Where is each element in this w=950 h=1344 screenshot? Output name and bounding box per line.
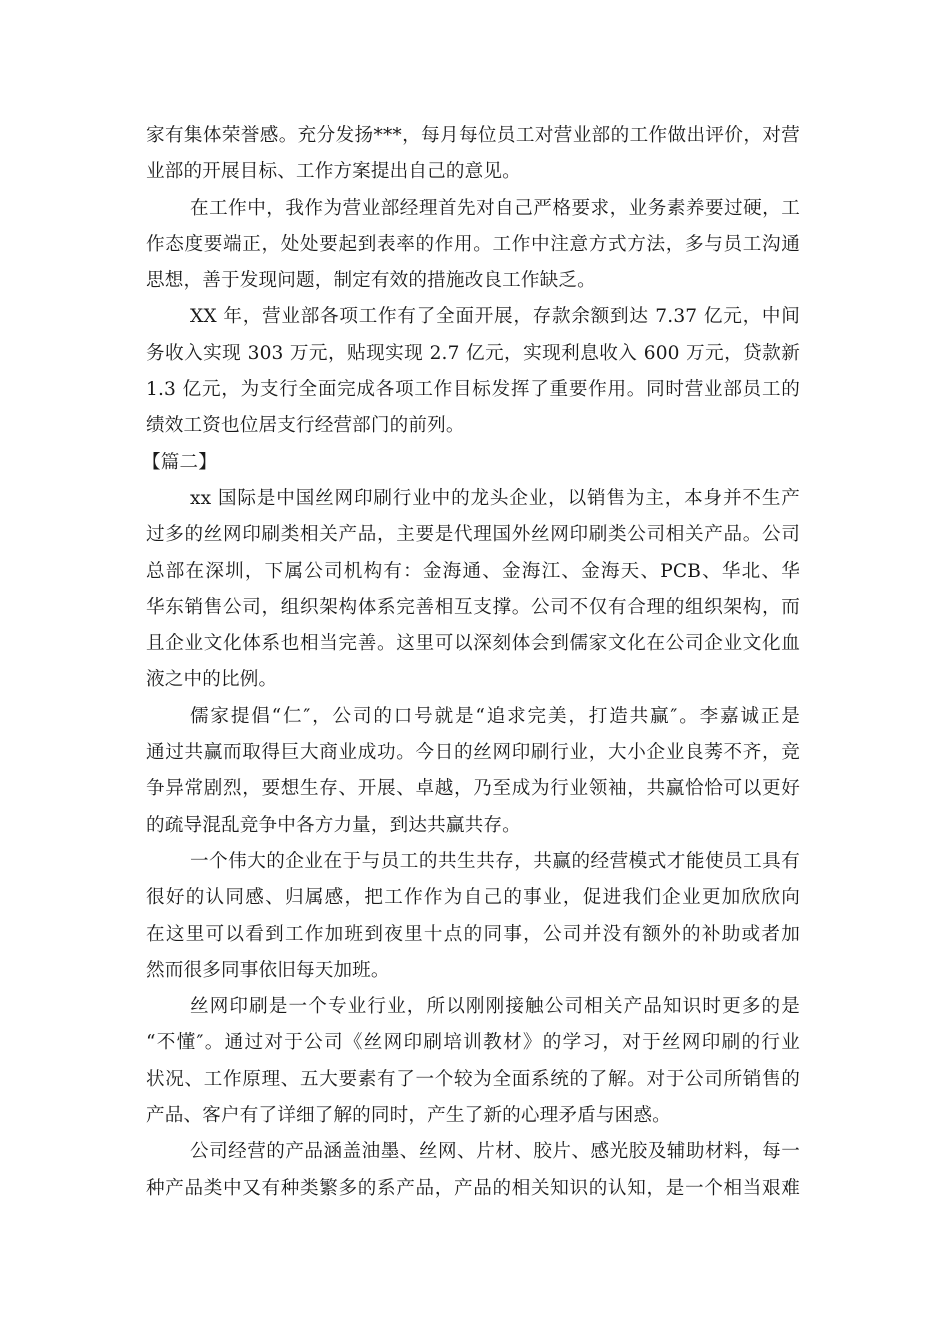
text-line: 绩效工资也位居支行经营部门的前列。 bbox=[146, 415, 465, 437]
text-line: 争异常剧烈，要想生存、开展、卓越，乃至成为行业领袖，共赢恰恰可以更好 bbox=[146, 778, 800, 800]
text-line: 家有集体荣誉感。充分发扬***，每月每位员工对营业部的工作做出评价，对营 bbox=[146, 125, 800, 146]
document-body bbox=[142, 118, 800, 1207]
text-line: 且企业文化体系也相当完善。这里可以深刻体会到儒家文化在公司企业文化血 bbox=[146, 633, 800, 655]
text-line: 种产品类中又有种类繁多的系产品，产品的相关知识的认知，是一个相当艰难 bbox=[146, 1177, 800, 1199]
section-heading: 【篇二】 bbox=[142, 451, 217, 473]
text-line: 液之中的比例。 bbox=[146, 669, 278, 691]
text-line: 思想，善于发现问题，制定有效的措施改良工作缺乏。 bbox=[146, 270, 596, 292]
text-line: 儒家提倡“仁″，公司的口号就是“追求完美，打造共赢″。李嘉诚正是 bbox=[190, 705, 800, 727]
text-line: xx 国际是中国丝网印刷行业中的龙头企业，以销售为主，本身并不生产 bbox=[190, 487, 800, 509]
text-line: XX 年，营业部各项工作有了全面开展，存款余额到达 7.37 亿元，中间 bbox=[190, 306, 800, 328]
text-line: 总部在深圳，下属公司机构有：金海通、金海江、金海天、PCB、华北、华 bbox=[146, 560, 800, 582]
text-line: 华东销售公司，组织架构体系完善相互支撑。公司不仅有合理的组织架构，而 bbox=[146, 596, 800, 618]
text-line: 业部的开展目标、工作方案提出自己的意见。 bbox=[146, 161, 521, 183]
text-line: 一个伟大的企业在于与员工的共生共存，共赢的经营模式才能使员工具有 bbox=[190, 850, 800, 872]
text-line: 过多的丝网印刷类相关产品，主要是代理国外丝网印刷类公司相关产品。公司 bbox=[146, 524, 800, 546]
text-line: 在工作中，我作为营业部经理首先对自己严格要求，业务素养要过硬，工 bbox=[190, 197, 800, 219]
text-line: 1.3 亿元，为支行全面完成各项工作目标发挥了重要作用。同时营业部员工的 bbox=[146, 379, 800, 401]
text-line: 在这里可以看到工作加班到夜里十点的同事，公司并没有额外的补助或者加 bbox=[146, 923, 800, 945]
text-line: 很好的认同感、归属感，把工作作为自己的事业，促进我们企业更加欣欣向 bbox=[146, 887, 800, 909]
text-line: 丝网印刷是一个专业行业，所以刚刚接触公司相关产品知识时更多的是 bbox=[190, 996, 800, 1018]
text-line: “不懂″。通过对于公司《丝网印刷培训教材》的学习，对于丝网印刷的行业 bbox=[146, 1032, 800, 1054]
text-line: 务收入实现 303 万元，贴现实现 2.7 亿元，实现利息收入 600 万元，贷款新 bbox=[146, 342, 800, 364]
text-line: 作态度要端正，处处要起到表率的作用。工作中注意方式方法，多与员工沟通 bbox=[146, 233, 800, 255]
text-line: 然而很多同事依旧每天加班。 bbox=[146, 959, 390, 981]
text-line: 公司经营的产品涵盖油墨、丝网、片材、胶片、感光胶及辅助材料，每一 bbox=[190, 1141, 800, 1163]
text-line: 状况、工作原理、五大要素有了一个较为全面系统的了解。对于公司所销售的 bbox=[146, 1068, 800, 1090]
text-line: 的疏导混乱竞争中各方力量，到达共赢共存。 bbox=[146, 814, 521, 836]
text-line: 产品、客户有了详细了解的同时，产生了新的心理矛盾与困惑。 bbox=[146, 1105, 671, 1127]
text-line: 通过共赢而取得巨大商业成功。今日的丝网印刷行业，大小企业良莠不齐，竞 bbox=[146, 742, 800, 764]
